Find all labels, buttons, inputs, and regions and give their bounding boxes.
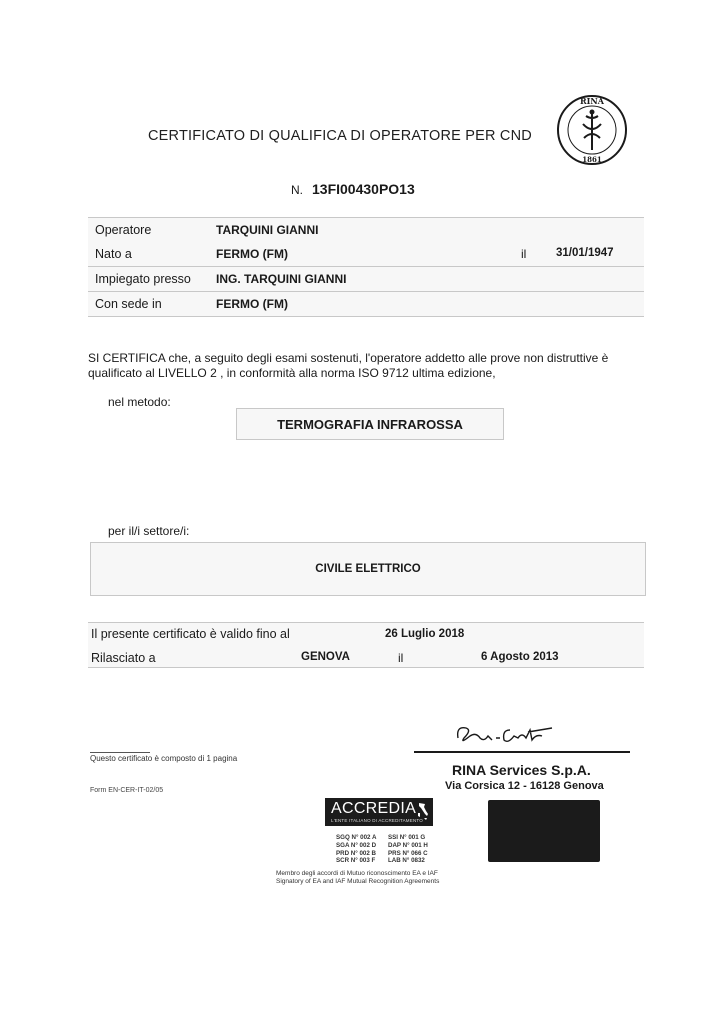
accredia-code: SGQ N° 002 A [336, 834, 377, 841]
mutual-line-2: Signatory of EA and IAF Mutual Recognition Agreements [276, 878, 440, 885]
validity-row [88, 622, 644, 646]
form-code: Form EN-CER-IT-02/05 [90, 787, 164, 794]
issued-label: Rilasciato a [91, 651, 156, 665]
accredia-code: SGA N° 002 D [336, 841, 377, 849]
birthdate-il-label: il [521, 247, 527, 261]
rina-seal-logo [556, 94, 628, 166]
sector-label: per il/i settore/i: [108, 524, 190, 538]
headquarters-row [88, 292, 644, 317]
birthdate-value: 31/01/1947 [556, 247, 614, 259]
accredia-code: SSI N° 001 G [388, 834, 426, 841]
accredia-code: PRS N° 066 C [388, 849, 428, 857]
signature-line [414, 751, 630, 753]
headquarters-label: Con sede in [95, 297, 162, 311]
accredia-name: ACCREDIA [331, 800, 417, 817]
operator-label: Operatore [95, 223, 152, 237]
sector-box [90, 542, 646, 596]
birthplace-value: FERMO (FM) [216, 247, 288, 261]
mutual-recognition-note [276, 870, 439, 886]
italy-map-icon [417, 802, 429, 822]
employer-row [88, 267, 644, 292]
certificate-number-label: N. [291, 183, 303, 197]
certificate-title: CERTIFICATO DI QUALIFICA DI OPERATORE PER CND [148, 128, 532, 144]
operator-row [88, 217, 644, 243]
accredia-logo [325, 798, 433, 826]
stamp [488, 800, 600, 862]
issued-date: 6 Agosto 2013 [481, 651, 559, 663]
accredia-subtitle: L'ENTE ITALIANO DI ACCREDITAMENTO [331, 818, 423, 823]
signature [452, 716, 562, 750]
validity-date: 26 Luglio 2018 [385, 628, 465, 640]
sector-value: CIVILE ELETTRICO [315, 563, 421, 575]
issued-place: GENOVA [301, 651, 350, 663]
validity-label: Il presente certificato è valido fino al [91, 627, 290, 641]
accredia-codes-left [336, 834, 376, 865]
company-address: Via Corsica 12 - 16128 Genova [445, 780, 604, 792]
method-label: nel metodo: [108, 395, 171, 409]
accredia-codes-right [388, 834, 428, 865]
pages-note: Questo certificato è composto di 1 pagina [90, 754, 238, 763]
footnote-divider [90, 752, 150, 753]
birthplace-label: Nato a [95, 247, 132, 261]
employer-label: Impiegato presso [95, 272, 191, 286]
accredia-code: DAP N° 001 H [388, 841, 428, 849]
accredia-code: LAB N° 0832 [388, 857, 425, 865]
issued-il-label: il [398, 651, 404, 665]
issued-row [88, 645, 644, 668]
mutual-line-1: Membro degli accordi di Mutuo riconoscimento EA e IAF [276, 870, 438, 877]
seal-bottom-text: 1861 [582, 155, 602, 164]
headquarters-value: FERMO (FM) [216, 297, 288, 311]
company-name: RINA Services S.p.A. [452, 762, 591, 778]
operator-value: TARQUINI GIANNI [216, 223, 319, 237]
accredia-code: SCR N° 003 F [336, 857, 376, 865]
certification-line-1: SI CERTIFICA che, a seguito degli esami sostenuti, l'operatore addetto alle prove non distruttive è [88, 351, 609, 365]
employer-value: ING. TARQUINI GIANNI [216, 272, 347, 286]
certificate-number: 13FI00430PO13 [312, 181, 415, 197]
accredia-code: PRD N° 002 B [336, 849, 376, 857]
method-box [236, 408, 504, 440]
method-value: TERMOGRAFIA INFRAROSSA [277, 416, 463, 432]
certification-statement [88, 351, 648, 381]
birthplace-row [88, 242, 644, 267]
certification-line-2: qualificato al LIVELLO 2 , in conformità alla norma ISO 9712 ultima edizione, [88, 366, 496, 380]
seal-top-text: RINA [580, 96, 604, 106]
